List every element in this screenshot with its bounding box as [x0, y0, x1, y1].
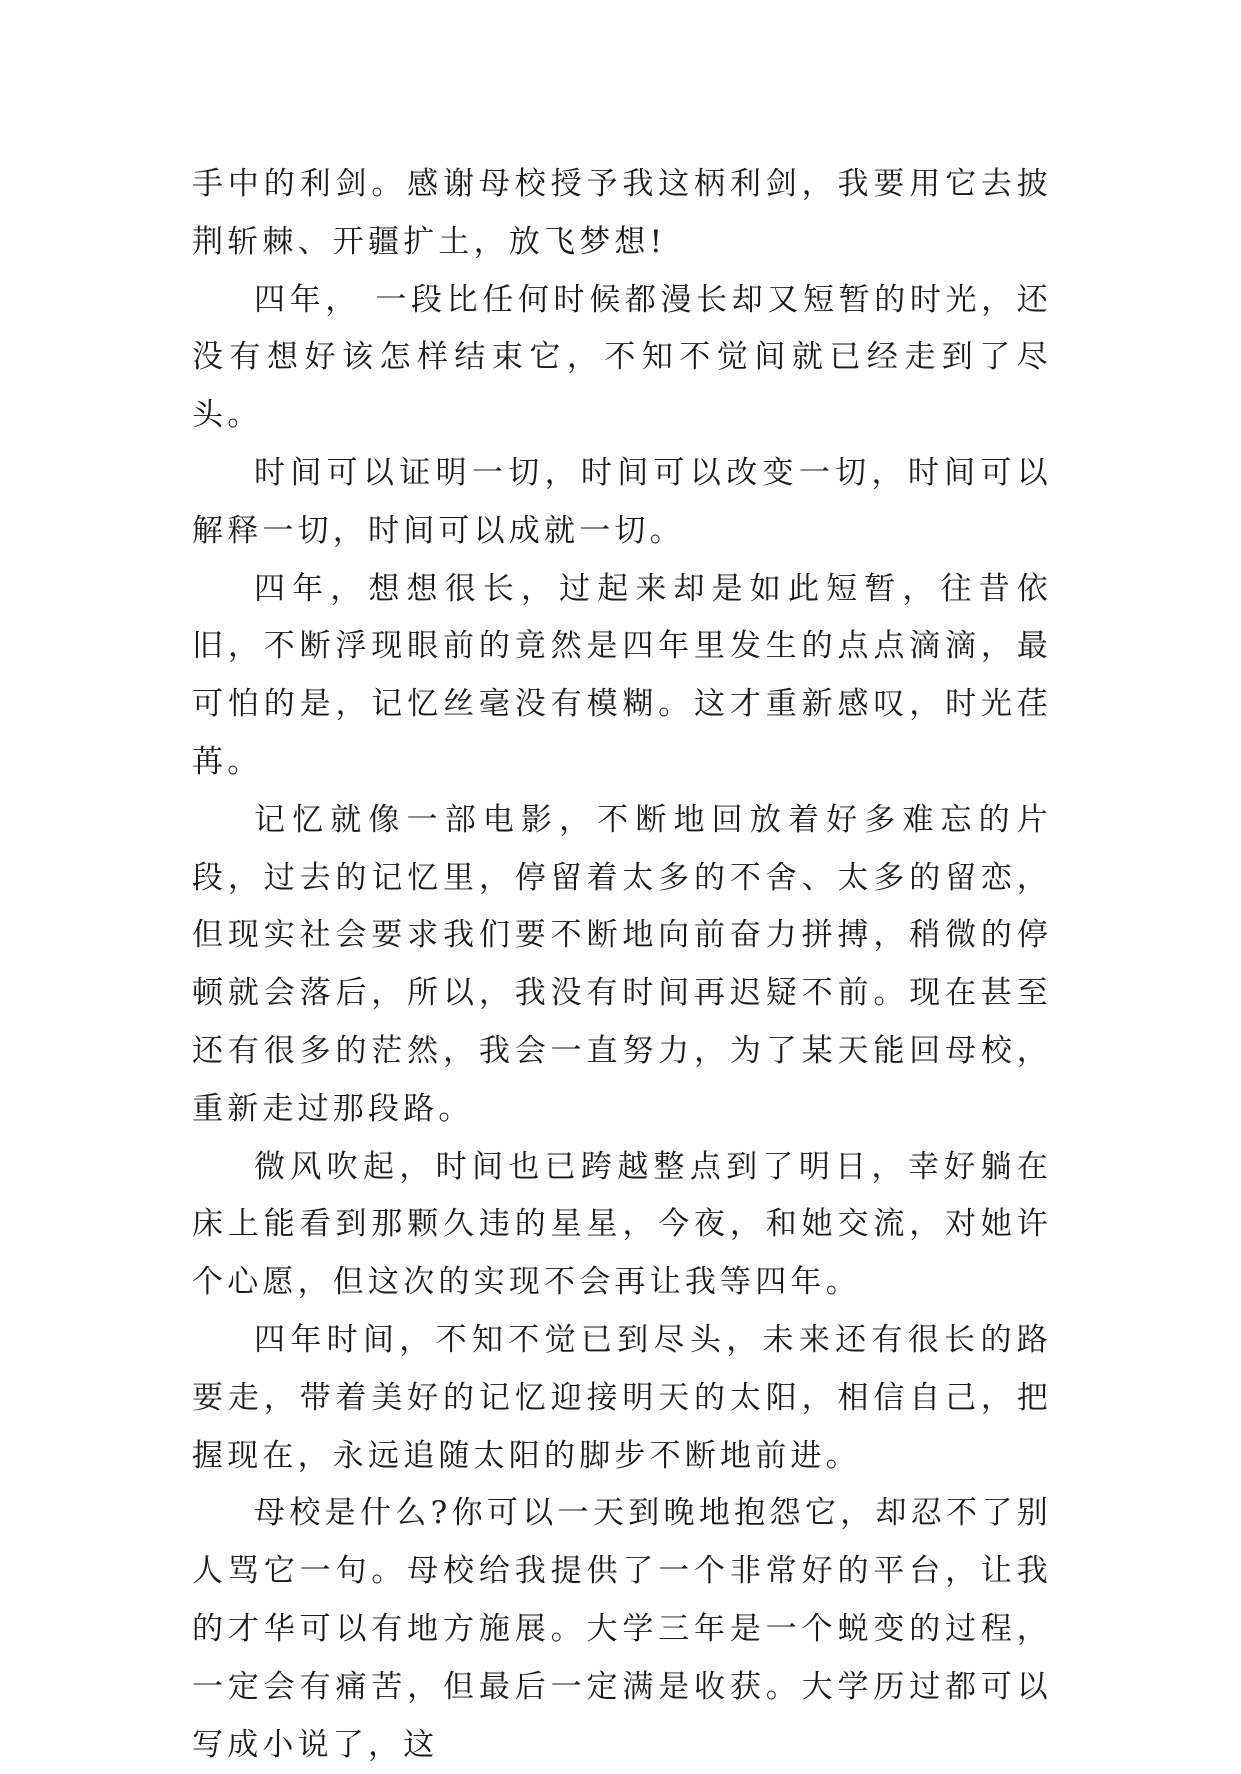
paragraph-6: 微风吹起，时间也已跨越整点到了明日，幸好躺在床上能看到那颗久违的星星，今夜，和她交流，对她许个心愿，但这次的实现不会再让我等四年。: [192, 1148, 1052, 1301]
paragraph-4: 四年，想想很长，过起来却是如此短暂，往昔依旧，不断浮现眼前的竟然是四年里发生的点点滴滴，最可怕的是，记忆丝毫没有模糊。这才重新感叹，时光荏苒。: [192, 570, 1052, 780]
body-text: [192, 156, 1052, 1774]
paragraph-7: 四年时间，不知不觉已到尽头，未来还有很长的路要走，带着美好的记忆迎接明天的太阳，相信自己，把握现在，永远追随太阳的脚步不断地前进。: [192, 1321, 1052, 1474]
paragraph-8: 母校是什么?你可以一天到晚地抱怨它，却忍不了别人骂它一句。母校给我提供了一个非常好的平台，让我的才华可以有地方施展。大学三年是一个蜕变的过程，一定会有痛苦，但最后一定满是收获。大学历过都可以写成小说了，这: [192, 1495, 1052, 1763]
paragraph-3: 时间可以证明一切，时间可以改变一切，时间可以解释一切，时间可以成就一切。: [192, 454, 1052, 549]
paragraph-2: 四年， 一段比任何时候都漫长却又短暂的时光，还没有想好该怎样结束它，不知不觉间就已经走到了尽头。: [192, 281, 1052, 434]
paragraph-1: 手中的利剑。感谢母校授予我这柄利剑，我要用它去披荆斩棘、开疆扩土，放飞梦想!: [192, 166, 1052, 260]
paragraph-5: 记忆就像一部电影，不断地回放着好多难忘的片段，过去的记忆里，停留着太多的不舍、太多的留恋，但现实社会要求我们要不断地向前奋力拼搏，稍微的停顿就会落后，所以，我没有时间再迟疑不前。现在甚至还有很多的茫然，我会一直努力，为了某天能回母校，重新走过那段路。: [192, 801, 1052, 1127]
